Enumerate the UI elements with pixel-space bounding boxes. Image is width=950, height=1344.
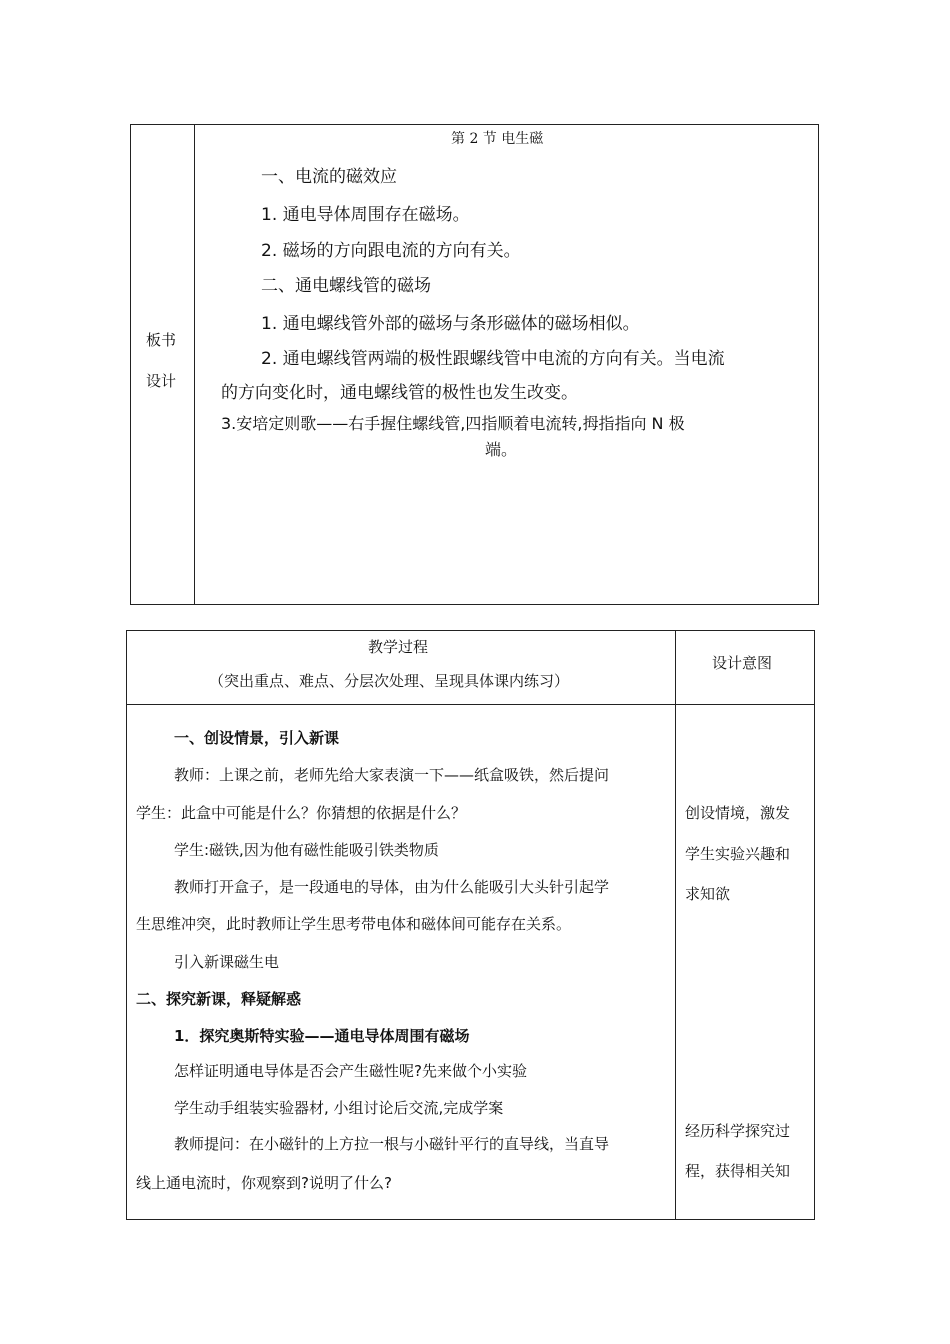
board-line: 的方向变化时，通电螺线管的极性也发生改变。: [221, 383, 578, 403]
board-line: 端。: [485, 440, 518, 459]
process-line: 教师提问：在小磁针的上方拉一根与小磁针平行的直导线，当直导: [174, 1135, 610, 1153]
process-header-subtitle: （突出重点、难点、分层次处理、呈现具体课内练习）: [209, 672, 570, 690]
board-line: 一、电流的磁效应: [261, 167, 397, 187]
process-header-title: 教学过程: [368, 638, 429, 656]
intent-text: 程，获得相关知: [685, 1162, 791, 1180]
board-line: 2. 通电螺线管两端的极性跟螺线管中电流的方向有关。当电流: [261, 349, 725, 369]
process-line: 线上通电流时，你观察到?说明了什么?: [136, 1174, 392, 1192]
board-line: 1. 通电螺线管外部的磁场与条形磁体的磁场相似。: [261, 314, 640, 334]
board-line: 1. 通电导体周围存在磁场。: [261, 205, 470, 225]
board-line: 2. 磁场的方向跟电流的方向有关。: [261, 241, 521, 261]
process-line: 教师：上课之前，老师先给大家表演一下——纸盒吸铁，然后提问: [174, 766, 610, 784]
board-label-line2: 设计: [146, 372, 177, 390]
process-line: 怎样证明通电导体是否会产生磁性呢?先来做个小实验: [174, 1062, 527, 1080]
intent-text: 学生实验兴趣和: [685, 845, 791, 863]
process-line: 学生动手组装实验器材, 小组讨论后交流,完成学案: [174, 1099, 504, 1117]
board-label-line1: 板书: [146, 331, 177, 349]
board-title: 第 2 节 电生磁: [451, 131, 544, 147]
intent-text: 创设情境，激发: [685, 804, 791, 822]
process-line: 学生:磁铁,因为他有磁性能吸引铁类物质: [174, 841, 439, 859]
board-line: 二、通电螺线管的磁场: [261, 276, 431, 296]
process-line: 引入新课磁生电: [174, 953, 280, 971]
intent-text: 求知欲: [685, 885, 731, 903]
process-heading: 一、创设情景，引入新课: [174, 729, 340, 747]
intent-text: 经历科学探究过: [685, 1122, 791, 1140]
process-line: 学生：此盒中可能是什么？你猜想的依据是什么？: [136, 804, 467, 822]
process-line: 教师打开盒子，是一段通电的导体，由为什么能吸引大头针引起学: [174, 878, 610, 896]
process-subheading: 1．探究奥斯特实验——通电导体周围有磁场: [174, 1027, 470, 1045]
intent-header: 设计意图: [712, 654, 773, 672]
board-line: 3.安培定则歌——右手握住螺线管,四指顺着电流转,拇指指向 N 极: [221, 414, 685, 433]
process-heading: 二、探究新课，释疑解惑: [136, 990, 302, 1008]
process-line: 生思维冲突，此时教师让学生思考带电体和磁体间可能存在关系。: [136, 915, 572, 933]
